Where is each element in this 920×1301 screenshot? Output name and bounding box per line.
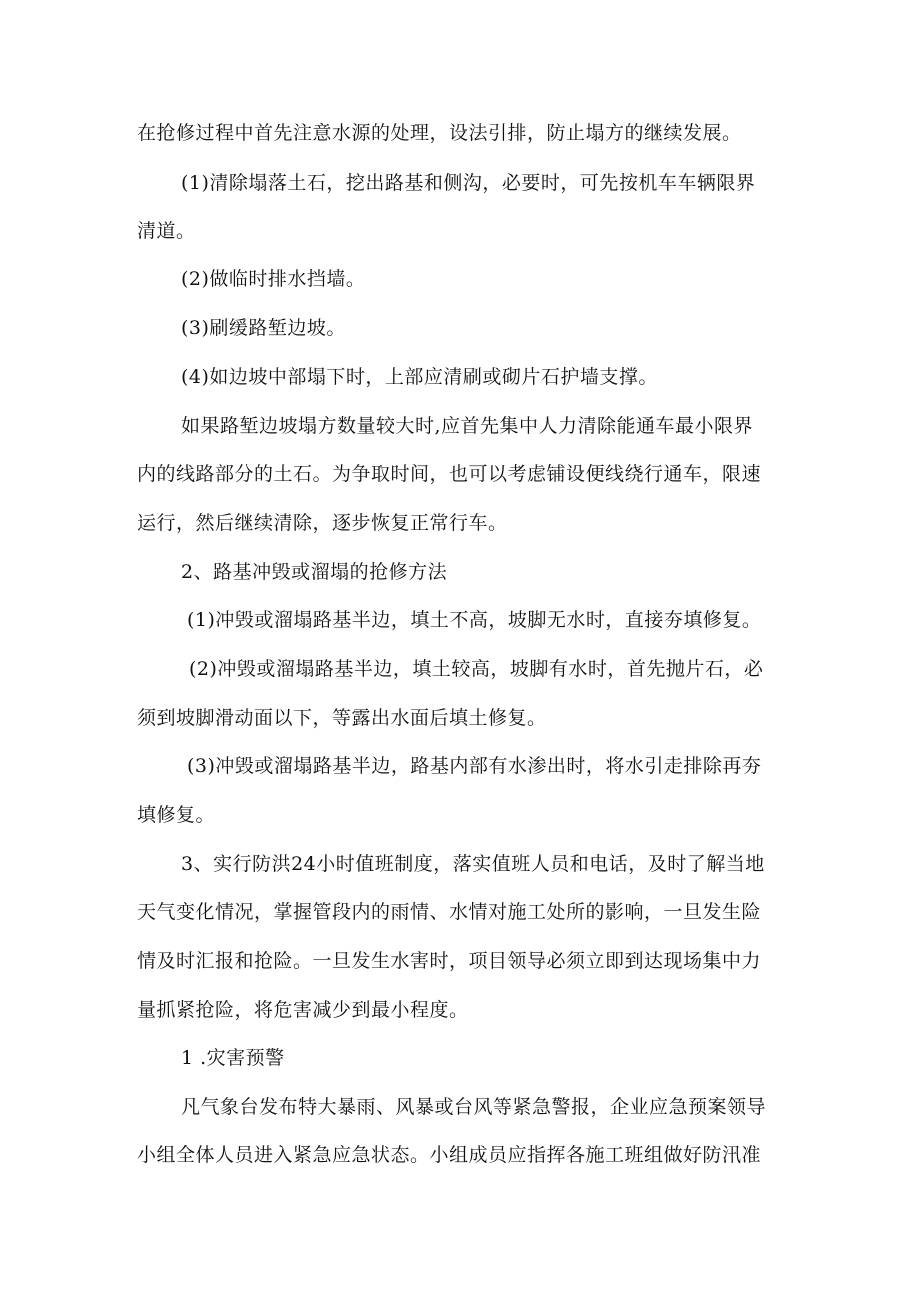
paragraph-line: (2)冲毁或溜塌路基半边，填土较高，坡脚有水时，首先抛片石，必 xyxy=(189,658,764,680)
paragraph-line: 在抢修过程中首先注意水源的处理，设法引排，防止塌方的继续发展。 xyxy=(137,122,742,144)
section-heading: 2、路基冲毁或溜塌的抢修方法 xyxy=(181,561,448,583)
paragraph-line: 如果路堑边坡塌方数量较大时,应首先集中人力清除能通车最小限界 xyxy=(181,415,754,437)
paragraph-line: 小组全体人员进入紧急应急状态。小组成员应指挥各施工班组做好防汛准 xyxy=(137,1144,762,1166)
paragraph-line: 须到坡脚滑动面以下，等露出水面后填土修复。 xyxy=(137,707,547,729)
paragraph-line: (4)如边坡中部塌下时，上部应清刷或砌片石护墙支撑。 xyxy=(181,366,658,388)
paragraph-line: 量抓紧抢险，将危害减少到最小程度。 xyxy=(137,999,469,1021)
paragraph-line: 填修复。 xyxy=(137,804,216,826)
paragraph-line: 凡气象台发布特大暴雨、风暴或台风等紧急警报，企业应急预案领导 xyxy=(181,1096,767,1118)
paragraph-line: 清道。 xyxy=(137,220,196,242)
paragraph-line: (1)清除塌落土石，挖出路基和侧沟，必要时，可先按机车车辆限界 xyxy=(181,172,756,194)
paragraph-line: (3)刷缓路堑边坡。 xyxy=(181,317,346,339)
paragraph-line: 情及时汇报和抢险。一旦发生水害时，项目领导必须立即到达现场集中力 xyxy=(137,950,762,972)
paragraph-line: 天气变化情况，掌握管段内的雨情、水情对施工处所的影响，一旦发生险 xyxy=(137,901,762,923)
paragraph-line: (2)做临时排水挡墙。 xyxy=(181,268,366,290)
paragraph-line: 内的线路部分的土石。为争取时间，也可以考虑铺设便线绕行通车，限速 xyxy=(137,463,762,485)
paragraph-line: 3、实行防洪24小时值班制度，落实值班人员和电话，及时了解当地 xyxy=(181,853,765,875)
paragraph-line: (3)冲毁或溜塌路基半边，路基内部有水渗出时，将水引走排除再夯 xyxy=(187,755,762,777)
paragraph-line: 运行，然后继续清除，逐步恢复正常行车。 xyxy=(137,512,508,534)
section-heading: 1 .灾害预警 xyxy=(181,1047,285,1069)
paragraph-line: (1)冲毁或溜塌路基半边，填土不高，坡脚无水时，直接夯填修复。 xyxy=(187,609,762,631)
